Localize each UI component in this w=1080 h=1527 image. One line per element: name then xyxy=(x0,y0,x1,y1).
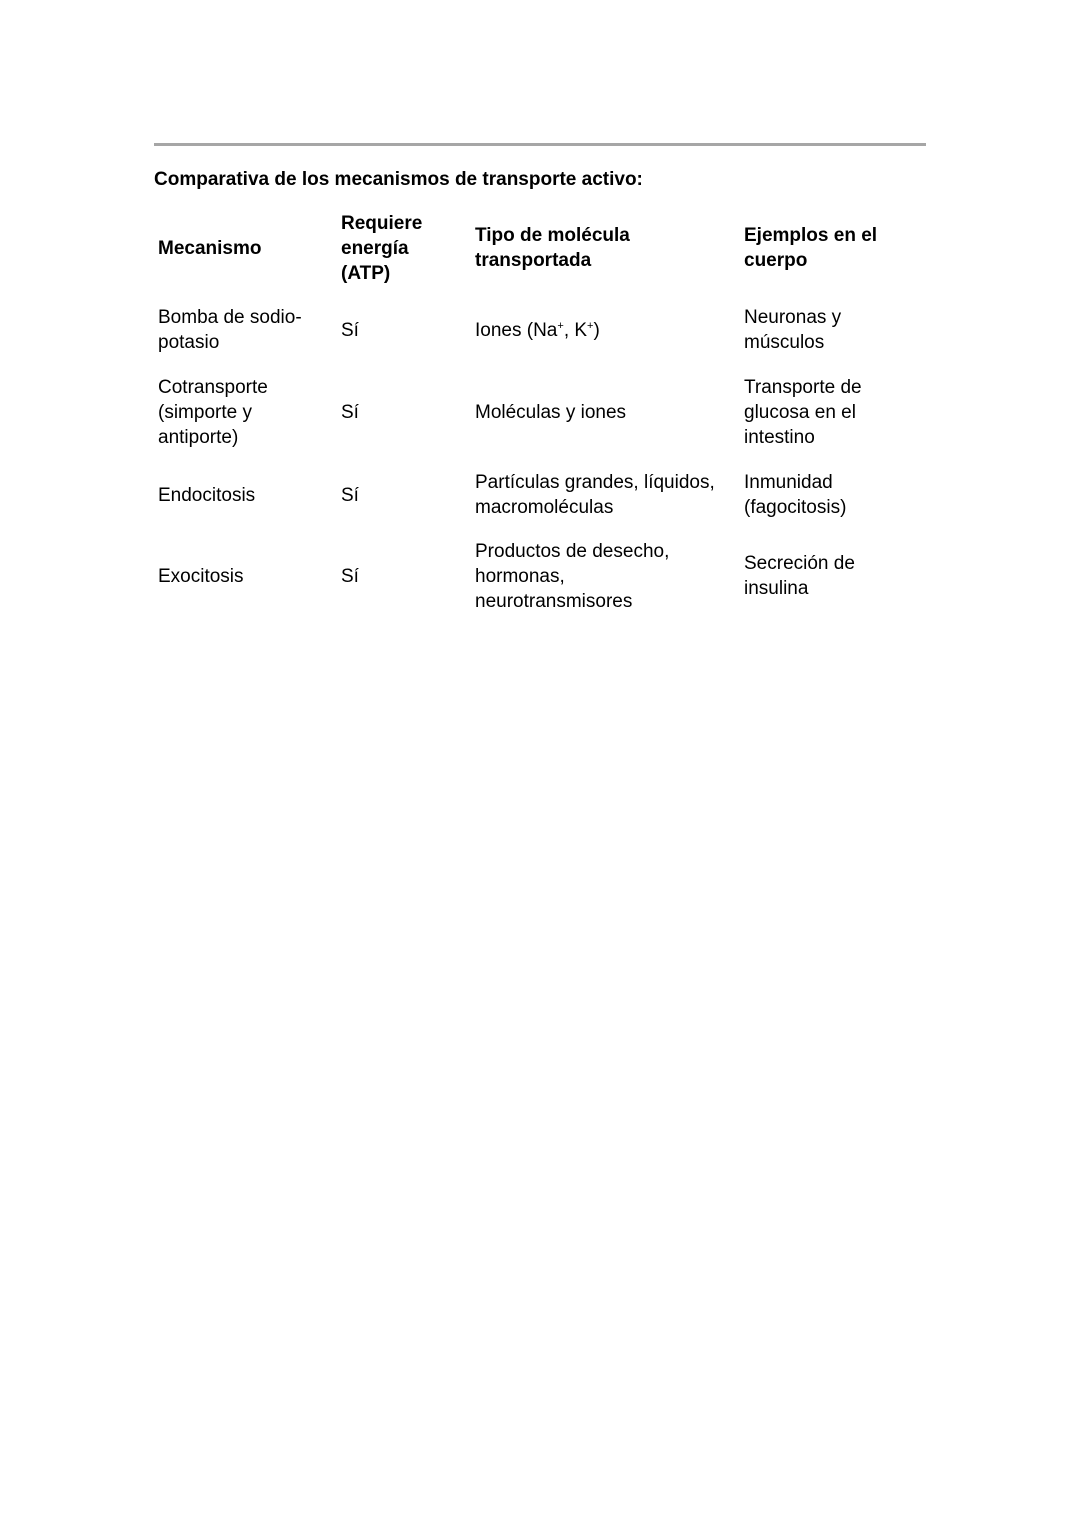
table-cell-examples: Inmunidad (fagocitosis) xyxy=(744,472,847,518)
table-cell-examples: Neuronas y músculos xyxy=(744,307,842,353)
table-cell-molecule-type: Iones (Na+, K+) xyxy=(475,319,600,341)
table-cell-energy: Sí xyxy=(341,484,359,506)
header-examples: Ejemplos en el cuerpo xyxy=(744,225,878,271)
table-cell-mechanism: Endocitosis xyxy=(158,484,256,506)
horizontal-rule xyxy=(154,143,926,146)
table-cell-examples: Transporte de glucosa en el intestino xyxy=(744,376,862,448)
table-cell-energy: Sí xyxy=(341,401,359,423)
header-molecule-type: Tipo de molécula transportada xyxy=(475,225,630,271)
header-mechanism: Mecanismo xyxy=(158,237,262,259)
table-cell-mechanism: Cotransporte (simporte y antiporte) xyxy=(158,376,268,448)
table-cell-molecule-type: Productos de desecho, hormonas, neurotransmisores xyxy=(475,540,670,612)
header-energy: Requiere energía (ATP) xyxy=(341,212,423,284)
page-title: Comparativa de los mecanismos de transporte activo: xyxy=(154,169,643,190)
table-cell-energy: Sí xyxy=(341,565,359,587)
table-cell-mechanism: Bomba de sodio- potasio xyxy=(158,307,302,353)
table-cell-examples: Secreción de insulina xyxy=(744,553,855,599)
table-cell-molecule-type: Partículas grandes, líquidos, macromoléculas xyxy=(475,472,715,518)
table-cell-energy: Sí xyxy=(341,319,359,341)
table-cell-molecule-type: Moléculas y iones xyxy=(475,401,627,423)
table-cell-mechanism: Exocitosis xyxy=(158,565,244,587)
